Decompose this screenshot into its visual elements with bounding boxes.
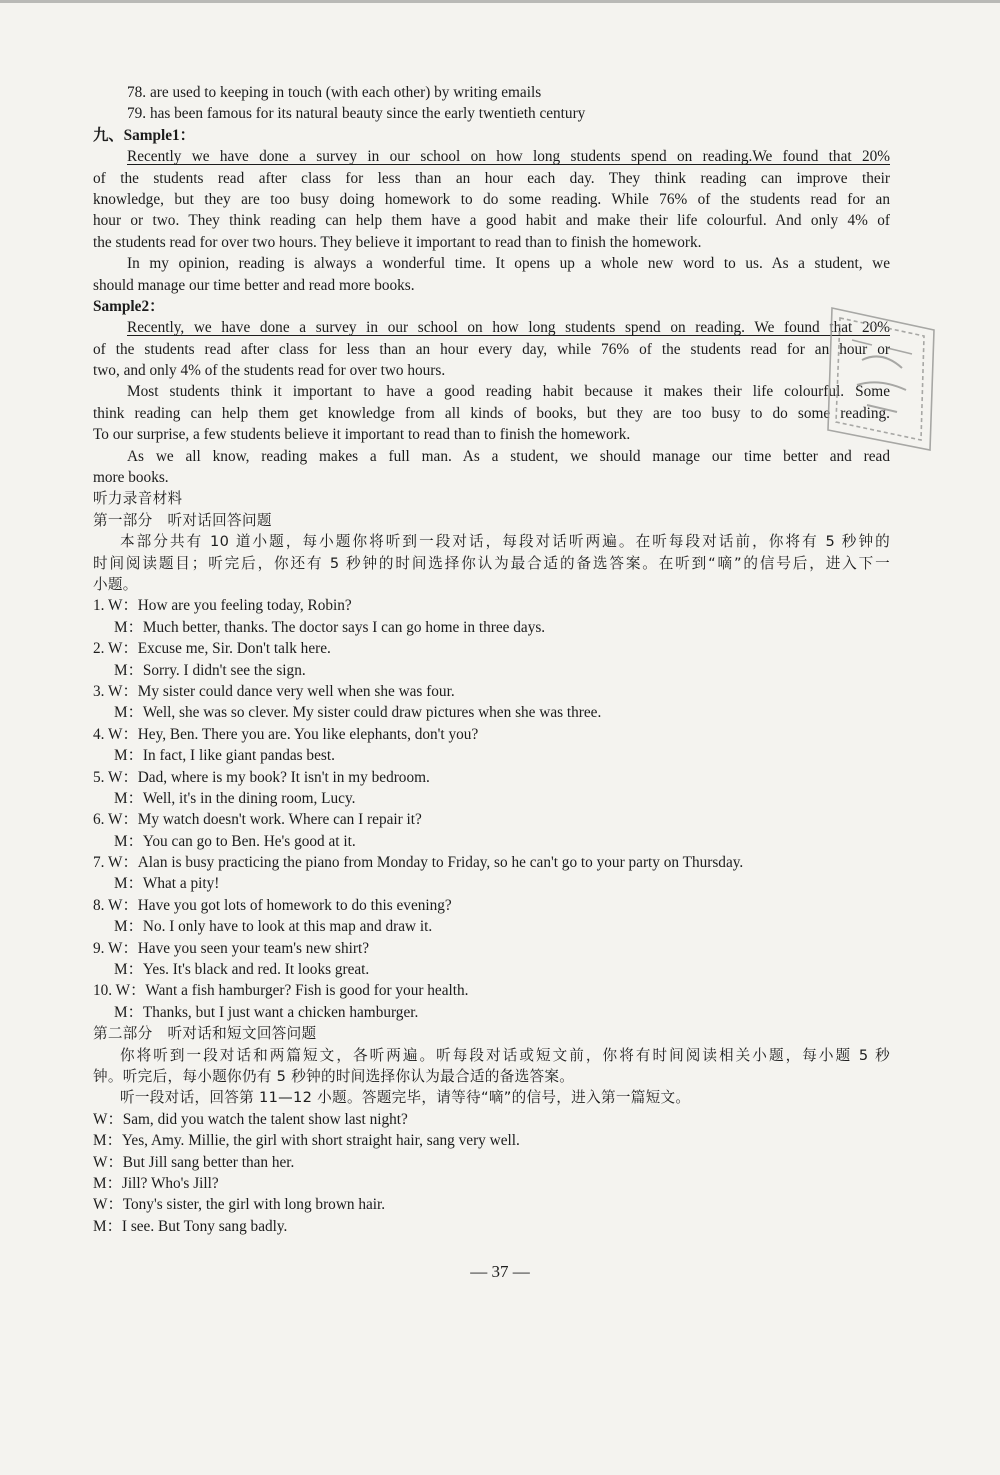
part1-intro-line: 小题。 — [93, 575, 138, 593]
sample1-line: In my opinion, reading is always a wonderful time. It opens up a whole new word to us. As a student, we — [127, 255, 890, 273]
answer-line-79: 79. has been famous for its natural beauty since the early twentieth century — [127, 105, 586, 123]
dialogue-m-line: M：You can go to Ben. He's good at it. — [114, 832, 356, 850]
part1-intro-line: 本部分共有 10 道小题，每小题你将听到一段对话，每段对话听两遍。在听每段对话前，你将有 5 秒钟的 — [120, 533, 890, 551]
part2-dialogue-line: M：I see. But Tony sang badly. — [93, 1217, 288, 1235]
dialogue-m-line: M：Well, she was so clever. My sister could draw pictures when she was three. — [114, 704, 602, 722]
sample1-line: the students read for over two hours. They believe it important to read than to finish the homework. — [93, 233, 702, 251]
sample2-line: two, and only 4% of the students read for over two hours. — [93, 362, 446, 380]
page-content — [93, 82, 890, 1237]
sample2-line: think reading can help them get knowledge from all kinds of books, but they are too busy to do some reading. — [93, 404, 890, 422]
dialogue-m-line: M：Yes. It's black and red. It looks great. — [114, 961, 370, 979]
part2-dialogue-line: W：Sam, did you watch the talent show last night? — [93, 1110, 408, 1128]
dialogue-m-line: M：Well, it's in the dining room, Lucy. — [114, 789, 356, 807]
sample2-line: As we all know, reading makes a full man. As a student, we should manage our time better and read — [127, 447, 890, 465]
dialogue-w-line: 8. W：Have you got lots of homework to do this evening? — [93, 896, 452, 914]
sample2-line: Recently, we have done a survey in our school on how long students spend on reading. We found that 20% — [127, 319, 890, 337]
dialogue-m-line: M：Thanks, but I just want a chicken hamburger. — [114, 1003, 419, 1021]
dialogue-m-line: M：In fact, I like giant pandas best. — [114, 747, 335, 765]
part2-dialogue-line: W：Tony's sister, the girl with long brown hair. — [93, 1196, 386, 1214]
part2-dialogue-line: W：But Jill sang better than her. — [93, 1153, 295, 1171]
listening-title: 听力录音材料 — [93, 490, 183, 508]
dialogue-w-line: 4. W：Hey, Ben. There you are. You like elephants, don't you? — [93, 725, 479, 743]
part2-intro-line: 你将听到一段对话和两篇短文，各听两遍。听每段对话或短文前，你将有时间阅读相关小题，每小题 5 秒 — [120, 1046, 890, 1064]
dialogue-w-line: 3. W：My sister could dance very well when she was four. — [93, 682, 455, 700]
sample1-line: hour or two. They think reading can help them have a good habit and make their life colourful. And only 4% of — [93, 212, 890, 230]
answer-line-78: 78. are used to keeping in touch (with each other) by writing emails — [127, 84, 542, 101]
dialogue-w-line: 5. W：Dad, where is my book? It isn't in my bedroom. — [93, 768, 430, 786]
dialogue-w-line: 1. W：How are you feeling today, Robin? — [93, 597, 352, 615]
sample1-line: of the students read after class for less than an hour each day. They think reading can improve their — [93, 169, 890, 187]
dialogue-w-line: 9. W：Have you seen your team's new shirt? — [93, 939, 370, 957]
sample2-line: of the students read after class for less than an hour every day, while 76% of the students read for an hour or — [93, 340, 890, 358]
part2-instruction: 听一段对话，回答第 11—12 小题。答题完毕，请等待“嘀”的信号，进入第一篇短文。 — [120, 1089, 691, 1107]
dialogue-w-line: 7. W：Alan is busy practicing the piano from Monday to Friday, so he can't go to your party on Thursday. — [93, 854, 744, 872]
dialogue-m-line: M：Sorry. I didn't see the sign. — [114, 661, 306, 679]
sample2-line: more books. — [93, 469, 169, 487]
page-number: — 37 — — [470, 1262, 530, 1281]
sample2-line: Most students think it important to have a good reading habit because it makes their life colourful. Some — [127, 383, 890, 401]
scan-edge — [0, 0, 1000, 3]
dialogue-m-line: M：Much better, thanks. The doctor says I can go home in three days. — [114, 618, 546, 636]
part1-intro-line: 时间阅读题目；听完后，你还有 5 秒钟的时间选择你认为最合适的备选答案。在听到“嘀”的信号后，进入下一 — [93, 554, 890, 572]
sample1-line: Recently we have done a survey in our school on how long students spend on reading.We found that 20% — [127, 148, 890, 166]
part2-dialogue-line: M：Yes, Amy. Millie, the girl with short straight hair, sang very well. — [93, 1132, 520, 1150]
dialogue-m-line: M：What a pity! — [114, 875, 220, 893]
dialogue-w-line: 10. W：Want a fish hamburger? Fish is good for your health. — [93, 982, 469, 1000]
sample2-heading: Sample2： — [93, 297, 165, 315]
part2-intro-line: 钟。听完后，每小题你仍有 5 秒钟的时间选择你认为最合适的备选答案。 — [93, 1067, 575, 1085]
part2-dialogue-line: M：Jill? Who's Jill? — [93, 1174, 219, 1192]
sample2-line: To our surprise, a few students believe it important to read than to finish the homework. — [93, 426, 631, 444]
dialogue-m-line: M：No. I only have to look at this map and draw it. — [114, 918, 433, 936]
part2-heading: 第二部分 听对话和短文回答问题 — [93, 1025, 317, 1043]
sample1-line: knowledge, but they are too busy doing homework to do some reading. While 76% of the students read for an — [93, 190, 890, 208]
dialogue-w-line: 2. W：Excuse me, Sir. Don't talk here. — [93, 640, 331, 658]
part1-heading: 第一部分 听对话回答问题 — [93, 511, 272, 529]
dialogue-w-line: 6. W：My watch doesn't work. Where can I repair it? — [93, 811, 422, 829]
stamp-mark — [822, 290, 944, 462]
sample1-heading: 九、Sample1： — [93, 126, 195, 144]
sample1-line: should manage our time better and read more books. — [93, 276, 415, 294]
